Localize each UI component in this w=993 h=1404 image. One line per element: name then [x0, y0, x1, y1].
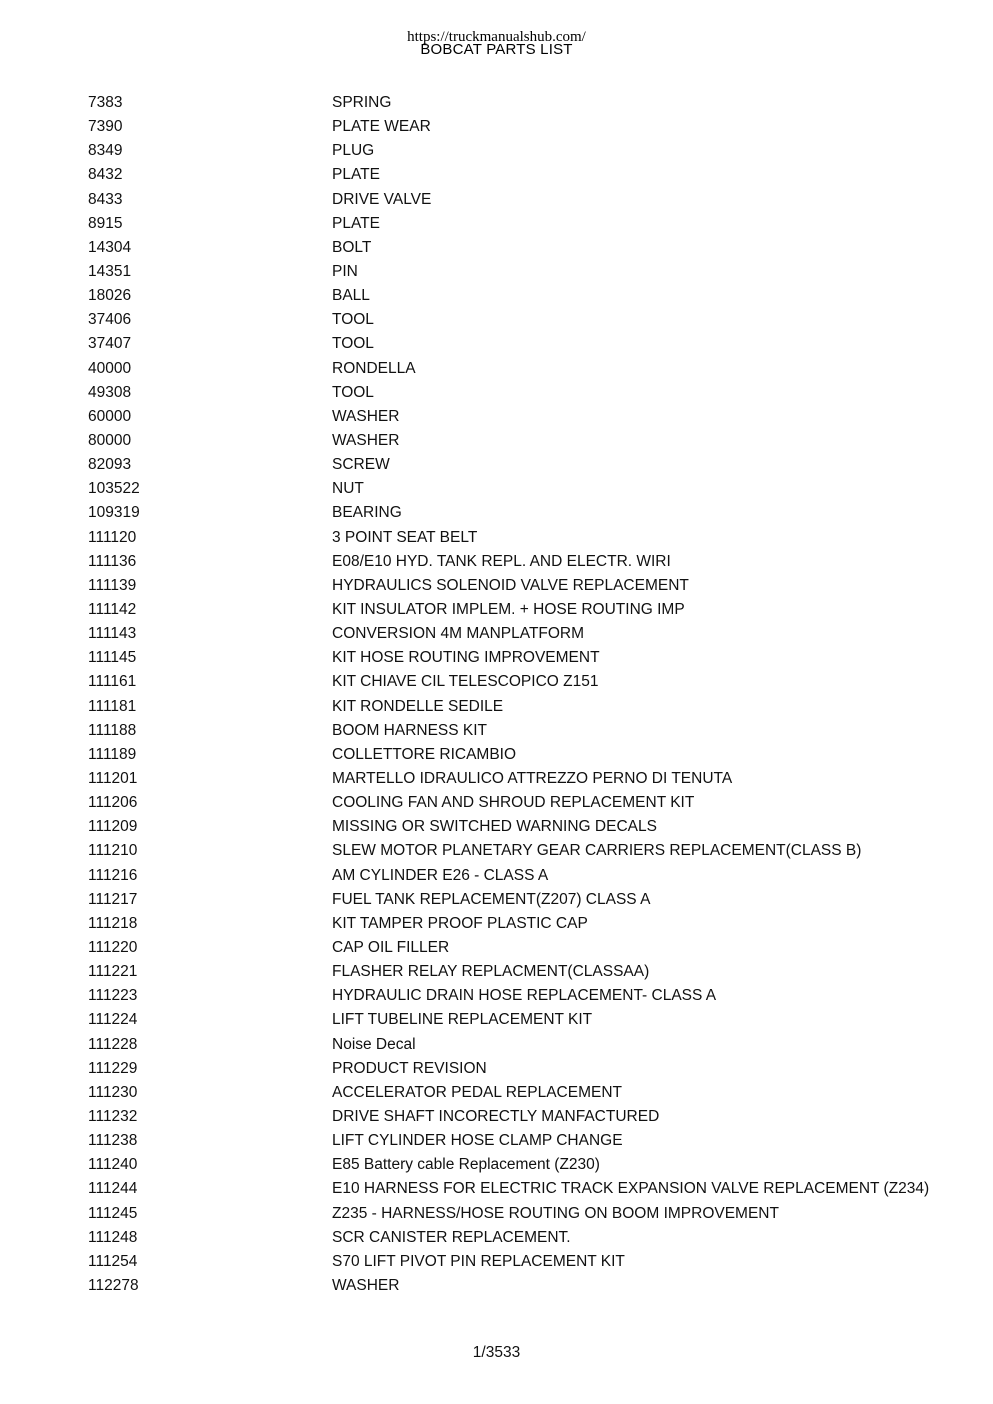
part-description: KIT TAMPER PROOF PLASTIC CAP: [332, 914, 588, 932]
part-number: 111224: [88, 1011, 138, 1029]
part-number: 8433: [88, 190, 123, 208]
list-item: [88, 936, 968, 960]
list-item: [88, 115, 968, 139]
part-number: 111228: [88, 1035, 138, 1053]
list-item: [88, 1129, 968, 1153]
part-description: KIT RONDELLE SEDILE: [332, 697, 504, 715]
list-item: [88, 163, 968, 187]
list-item: [88, 1057, 968, 1081]
part-description: KIT CHIAVE CIL TELESCOPICO Z151: [332, 673, 599, 691]
list-item: [88, 767, 968, 791]
list-item: [88, 453, 968, 477]
part-number: 111181: [88, 697, 137, 715]
part-description: E10 HARNESS FOR ELECTRIC TRACK EXPANSION VALVE REPLACEMENT (Z234): [332, 1180, 930, 1198]
part-description: MARTELLO IDRAULICO ATTREZZO PERNO DI TENUTA: [332, 770, 733, 787]
part-number: 111161: [88, 673, 137, 691]
list-item: [88, 405, 968, 429]
part-description: CONVERSION 4M MANPLATFORM: [332, 625, 585, 643]
part-description: PLATE: [332, 214, 380, 232]
part-number: 103522: [88, 480, 140, 498]
part-description: BALL: [332, 287, 370, 305]
document-title: BOBCAT PARTS LIST: [420, 41, 573, 58]
part-description: LIFT TUBELINE REPLACEMENT KIT: [332, 1011, 593, 1029]
part-number: 111254: [88, 1252, 138, 1270]
part-description: WASHER: [332, 1276, 400, 1294]
parts-list: [88, 91, 968, 1298]
part-description: Z235 - HARNESS/HOSE ROUTING ON BOOM IMPROVEMENT: [332, 1204, 779, 1222]
list-item: [88, 1250, 968, 1274]
part-number: 111223: [88, 987, 138, 1005]
part-number: 111209: [88, 818, 138, 836]
part-number: 60000: [88, 407, 132, 425]
list-item: [88, 1177, 968, 1201]
part-number: 111120: [88, 528, 137, 546]
part-number: 111217: [88, 890, 138, 908]
list-item: [88, 864, 968, 888]
part-number: 7383: [88, 94, 123, 112]
part-description: AM CYLINDER E26 - CLASS A: [332, 866, 549, 884]
part-number: 112278: [88, 1276, 139, 1294]
list-item: [88, 960, 968, 984]
list-item: [88, 188, 968, 212]
part-description: PRODUCT REVISION: [332, 1059, 487, 1077]
list-item: [88, 912, 968, 936]
list-item: [88, 357, 968, 381]
part-number: 37406: [88, 311, 132, 329]
part-number: 18026: [88, 287, 132, 305]
part-number: 8349: [88, 142, 123, 160]
part-description: CAP OIL FILLER: [332, 938, 450, 956]
part-number: 7390: [88, 118, 123, 136]
part-number: 37407: [88, 335, 132, 353]
part-number: 111142: [88, 601, 137, 619]
part-description: SCR CANISTER REPLACEMENT.: [332, 1228, 571, 1246]
list-item: [88, 1226, 968, 1250]
list-item: [88, 91, 968, 115]
part-description: ACCELERATOR PEDAL REPLACEMENT: [332, 1083, 622, 1101]
part-description: SLEW MOTOR PLANETARY GEAR CARRIERS REPLACEMENT(CLASS B): [332, 842, 862, 860]
list-item: [88, 429, 968, 453]
part-description: BEARING: [332, 504, 402, 522]
part-number: 8915: [88, 214, 123, 232]
list-item: [88, 888, 968, 912]
part-description: PLUG: [332, 142, 375, 160]
list-item: [88, 1105, 968, 1129]
list-item: [88, 1081, 968, 1105]
part-description: PLATE: [332, 166, 380, 184]
part-number: 111143: [88, 625, 137, 643]
part-description: FLASHER RELAY REPLACMENT(CLASSAA): [332, 963, 650, 981]
part-description: BOLT: [332, 238, 372, 256]
part-description: LIFT CYLINDER HOSE CLAMP CHANGE: [332, 1132, 623, 1150]
list-item: [88, 743, 968, 767]
list-item: [88, 260, 968, 284]
part-number: 111230: [88, 1083, 138, 1101]
part-number: 111201: [88, 770, 138, 787]
part-number: 111240: [88, 1156, 138, 1174]
list-item: [88, 236, 968, 260]
part-description: SCREW: [332, 456, 390, 474]
part-number: 14351: [88, 263, 132, 281]
part-description: KIT HOSE ROUTING IMPROVEMENT: [332, 649, 600, 667]
part-number: 49308: [88, 383, 132, 401]
part-number: 80000: [88, 432, 132, 450]
list-item: [88, 284, 968, 308]
part-description: TOOL: [332, 335, 374, 353]
part-number: 111216: [88, 866, 138, 884]
list-item: [88, 646, 968, 670]
part-description: DRIVE VALVE: [332, 190, 432, 208]
part-number: 111229: [88, 1059, 138, 1077]
list-item: [88, 1008, 968, 1032]
part-description: DRIVE SHAFT INCORECTLY MANFACTURED: [332, 1107, 660, 1125]
part-number: 111136: [88, 552, 137, 570]
part-description: TOOL: [332, 383, 374, 401]
part-number: 111139: [88, 576, 137, 594]
list-item: [88, 139, 968, 163]
part-description: S70 LIFT PIVOT PIN REPLACEMENT KIT: [332, 1252, 625, 1270]
part-number: 14304: [88, 238, 132, 256]
part-description: 3 POINT SEAT BELT: [332, 528, 478, 546]
list-item: [88, 1274, 968, 1298]
part-description: NUT: [332, 480, 364, 498]
part-description: RONDELLA: [332, 359, 416, 377]
part-number: 40000: [88, 359, 132, 377]
part-number: 111238: [88, 1132, 138, 1150]
part-description: PIN: [332, 263, 358, 281]
part-description: SPRING: [332, 94, 392, 112]
part-description: PLATE WEAR: [332, 118, 431, 136]
list-item: [88, 695, 968, 719]
part-description: TOOL: [332, 311, 374, 329]
part-description: HYDRAULIC DRAIN HOSE REPLACEMENT- CLASS A: [332, 987, 717, 1005]
list-item: [88, 984, 968, 1008]
part-description: KIT INSULATOR IMPLEM. + HOSE ROUTING IMP: [332, 601, 685, 619]
list-item: [88, 501, 968, 525]
part-number: 111221: [88, 963, 138, 981]
part-number: 111244: [88, 1180, 138, 1198]
list-item: [88, 1032, 968, 1056]
source-url: https://truckmanualshub.com/: [407, 29, 586, 45]
list-item: [88, 1201, 968, 1225]
page-number: 1/3533: [472, 1344, 521, 1361]
part-number: 111145: [88, 649, 137, 667]
list-item: [88, 526, 968, 550]
list-item: [88, 598, 968, 622]
part-description: E85 Battery cable Replacement (Z230): [332, 1156, 600, 1174]
part-description: HYDRAULICS SOLENOID VALVE REPLACEMENT: [332, 576, 689, 594]
list-item: [88, 574, 968, 598]
list-item: [88, 477, 968, 501]
list-item: [88, 550, 968, 574]
part-description: MISSING OR SWITCHED WARNING DECALS: [332, 818, 657, 836]
part-number: 109319: [88, 504, 140, 522]
part-description: COOLING FAN AND SHROUD REPLACEMENT KIT: [332, 794, 695, 812]
part-number: 111245: [88, 1204, 138, 1222]
part-number: 8432: [88, 166, 123, 184]
part-number: 111206: [88, 794, 138, 812]
part-description: COLLETTORE RICAMBIO: [332, 745, 517, 763]
list-item: [88, 212, 968, 236]
list-item: [88, 308, 968, 332]
list-item: [88, 1153, 968, 1177]
part-number: 111218: [88, 914, 138, 932]
part-number: 111188: [88, 721, 137, 739]
part-description: Noise Decal: [332, 1035, 416, 1053]
part-description: E08/E10 HYD. TANK REPL. AND ELECTR. WIRI: [332, 552, 671, 570]
list-item: [88, 622, 968, 646]
part-number: 82093: [88, 456, 132, 474]
list-item: [88, 332, 968, 356]
part-description: FUEL TANK REPLACEMENT(Z207) CLASS A: [332, 890, 651, 908]
part-number: 111248: [88, 1228, 138, 1246]
list-item: [88, 381, 968, 405]
part-number: 111189: [88, 745, 137, 763]
list-item: [88, 670, 968, 694]
part-description: WASHER: [332, 407, 400, 425]
part-number: 111220: [88, 938, 138, 956]
list-item: [88, 839, 968, 863]
list-item: [88, 719, 968, 743]
list-item: [88, 791, 968, 815]
part-number: 111232: [88, 1107, 138, 1125]
part-description: BOOM HARNESS KIT: [332, 721, 488, 739]
list-item: [88, 815, 968, 839]
part-description: WASHER: [332, 432, 400, 450]
part-number: 111210: [88, 842, 138, 860]
